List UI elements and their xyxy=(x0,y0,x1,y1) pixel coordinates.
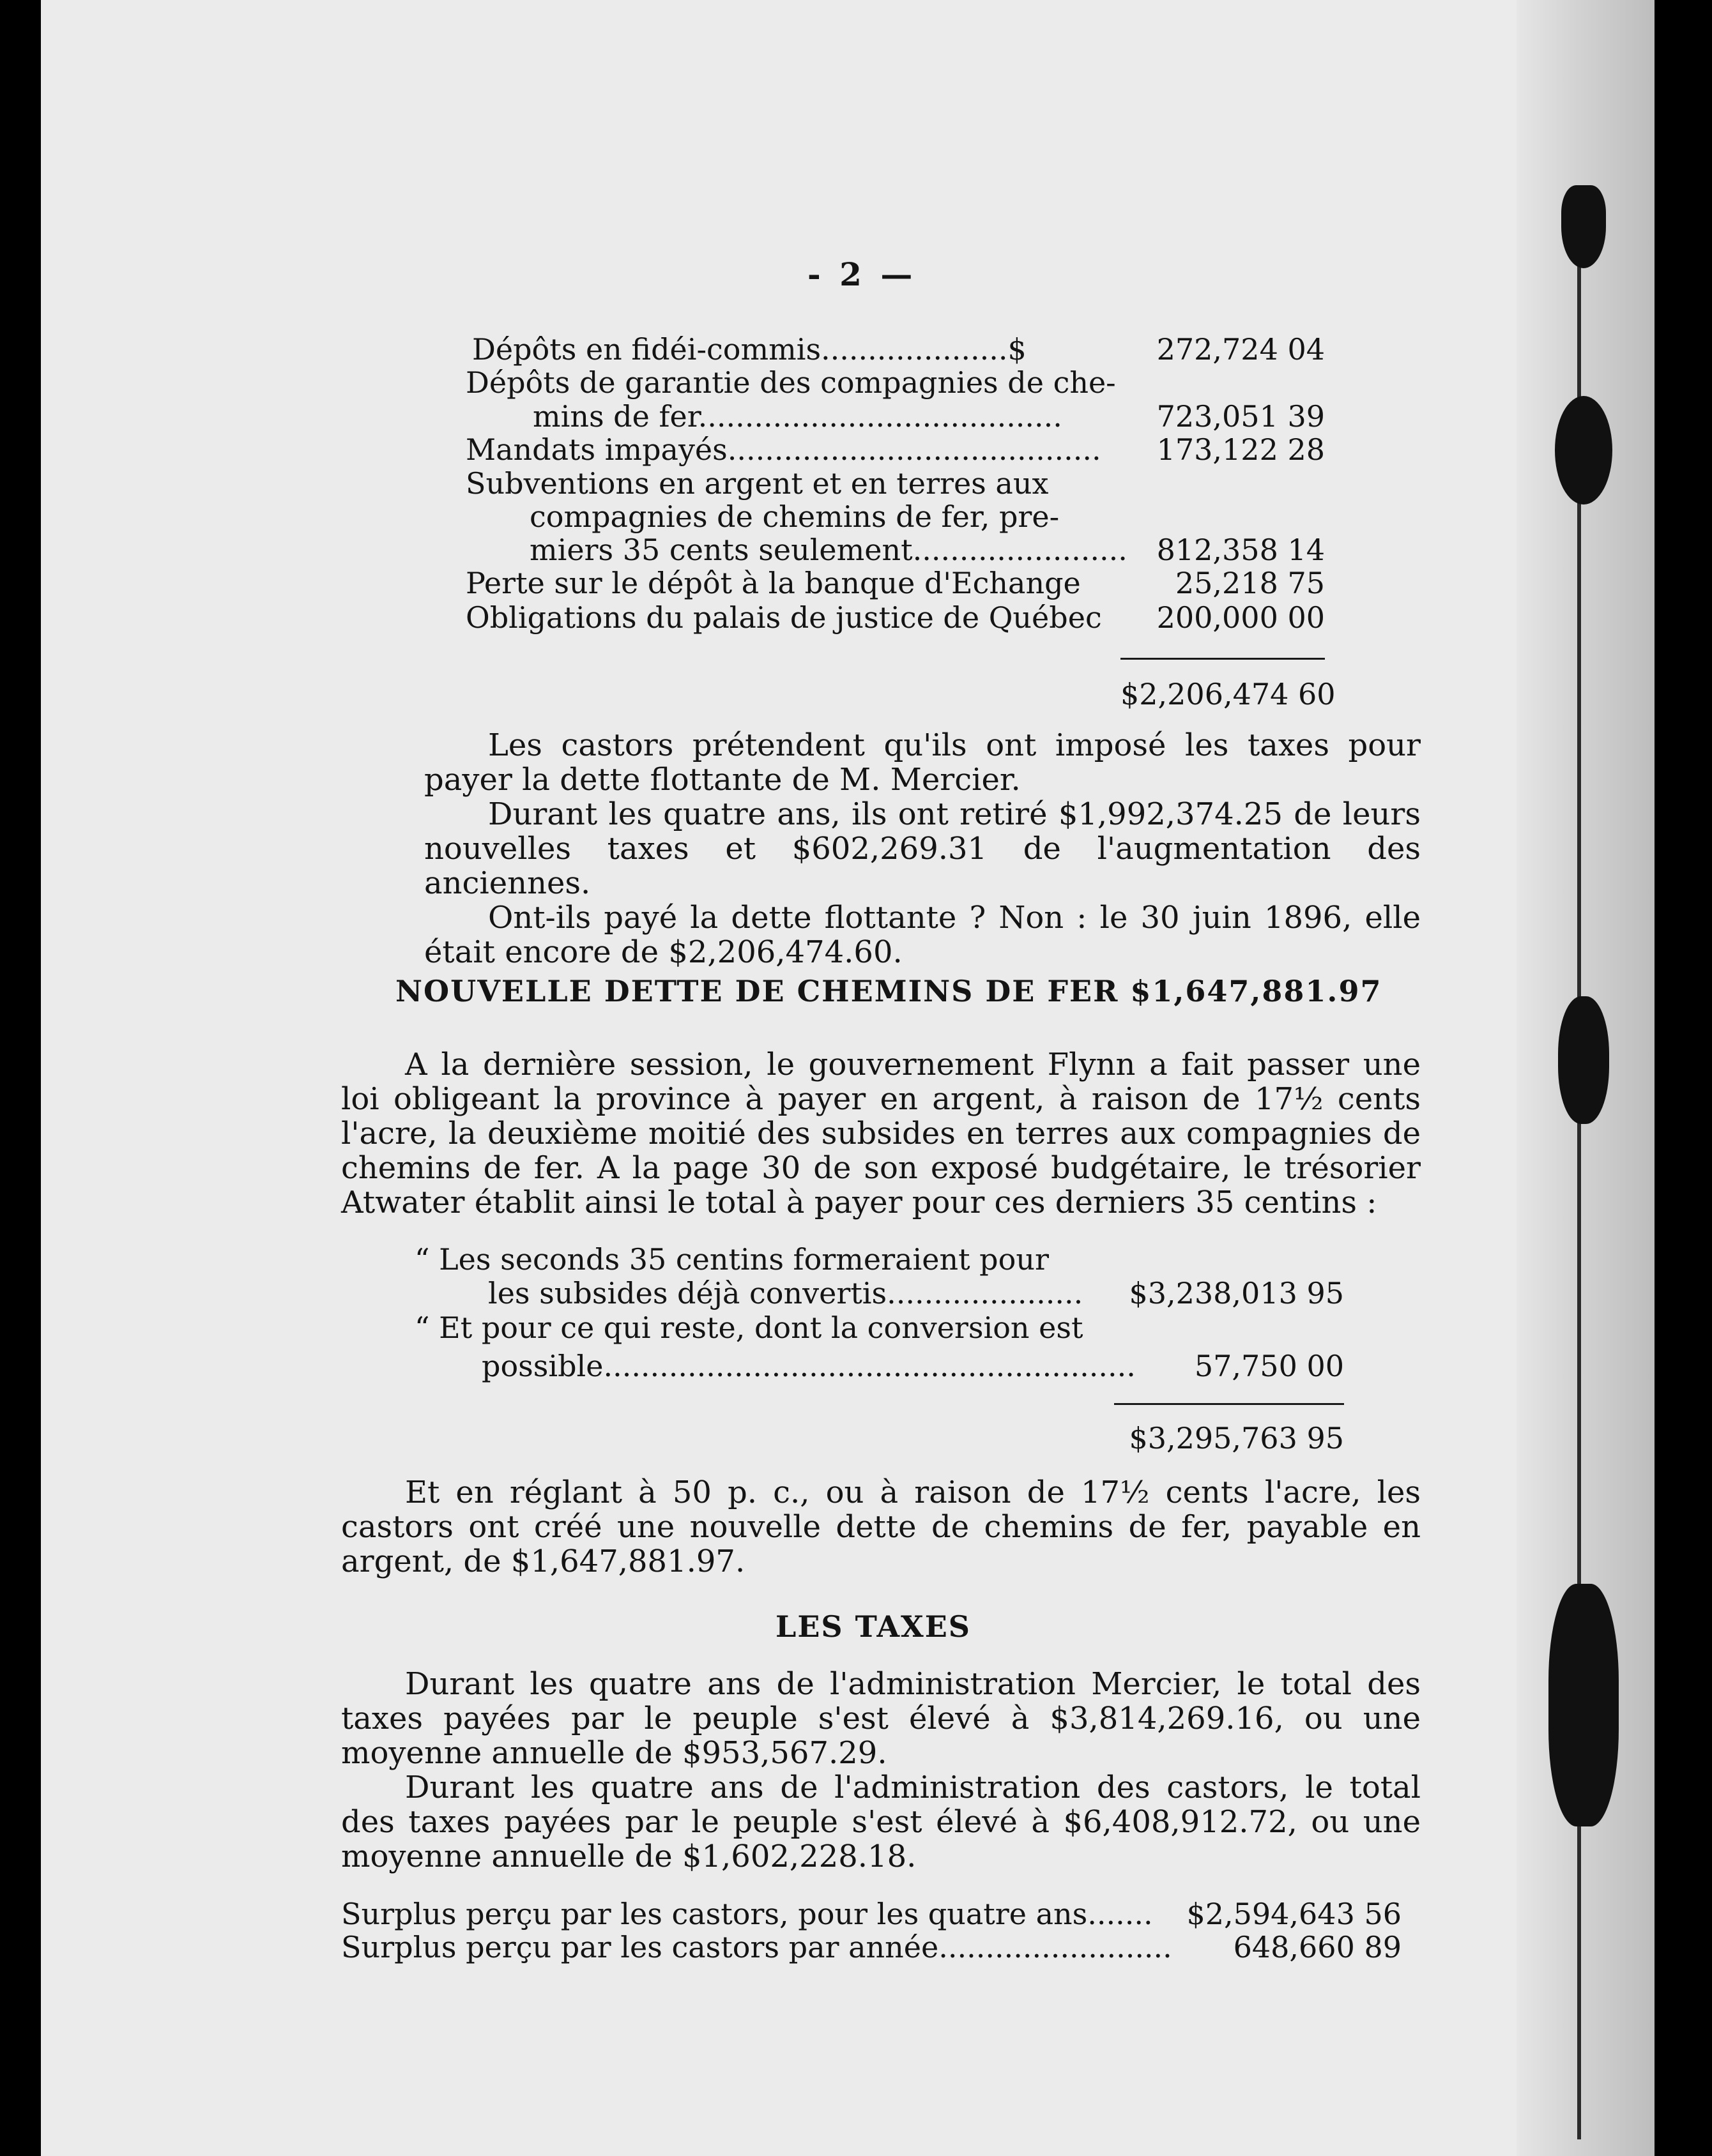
paragraph-flynn-law xyxy=(341,1047,1421,1220)
paragraph-text: A la dernière session, le gouvernement Flynn a fait passer une loi obligeant la province à payer en argent, à raison de 17½ cents l'acre, la deuxième moitié des subsides en terres aux compagnies de chemins de fer. A la page 30 de son exposé budgétaire, le trésorier Atwater établit ainsi le total à payer pour ces derniers 35 centins : xyxy=(341,1047,1421,1220)
table2-row-amount: 57,750 00 xyxy=(1194,1349,1344,1383)
table1-row-amount: 200,000 00 xyxy=(1156,600,1325,635)
table2-row-label: les subsides déjà convertis..................... xyxy=(488,1276,1083,1310)
table1-row-amount: 173,122 28 xyxy=(1156,432,1325,467)
table1-row-amount: 25,218 75 xyxy=(1175,566,1325,600)
heading-railway-debt: NOUVELLE DETTE DE CHEMINS DE FER $1,647,881.97 xyxy=(395,974,1382,1008)
paragraph-tax-totals xyxy=(341,1667,1421,1874)
table1-total: $2,206,474 60 xyxy=(1120,677,1336,711)
heading-taxes: LES TAXES xyxy=(776,1609,972,1644)
document-page xyxy=(41,0,1655,2156)
page-number: - 2 — xyxy=(807,255,917,293)
table2-row-amount: $3,238,013 95 xyxy=(1129,1276,1344,1310)
table3-row-label: Surplus perçu par les castors par année......................... xyxy=(341,1930,1172,1964)
sum-rule xyxy=(1120,658,1325,660)
binding-damage xyxy=(1548,1584,1619,1826)
table1-row-label: Dépôts en fidéi-commis....................$ xyxy=(472,332,1027,367)
table1-row-label: miers 35 cents seulement....................... xyxy=(530,533,1127,567)
paragraph-text: Durant les quatre ans de l'administration des castors, le total des taxes payées par le peuple s'est élevé à $6,408,912.72, ou une moyenne annuelle de $1,602,228.18. xyxy=(341,1770,1421,1874)
paragraph-text: Durant les quatre ans, ils ont retiré $1,992,374.25 de leurs nouvelles taxes et $602,269.31 de l'augmentation des anciennes. xyxy=(424,796,1421,901)
page-content xyxy=(41,0,1517,2156)
paragraph-castors-taxes xyxy=(424,728,1421,969)
paragraph-new-railway-debt xyxy=(341,1475,1421,1579)
table1-row-label: compagnies de chemins de fer, pre- xyxy=(530,499,1060,534)
table1-row-amount: 723,051 39 xyxy=(1156,399,1325,434)
table1-row-label: Obligations du palais de justice de Québec xyxy=(466,600,1102,635)
table1-row-label: Perte sur le dépôt à la banque d'Echange xyxy=(466,566,1081,600)
paragraph-text: Durant les quatre ans de l'administration Mercier, le total des taxes payées par le peuple s'est élevé à $3,814,269.16, ou une moyenne annuelle de $953,567.29. xyxy=(341,1666,1421,1771)
table1-row-label: Mandats impayés........................................ xyxy=(466,432,1101,467)
table1-row-amount: 812,358 14 xyxy=(1156,533,1325,567)
paragraph-text: Ont-ils payé la dette flottante ? Non : le 30 juin 1896, elle était encore de $2,206,474.60. xyxy=(424,900,1421,970)
table2-row-label: “ Les seconds 35 centins formeraient pour xyxy=(415,1242,1049,1277)
table3-row-label: Surplus perçu par les castors, pour les quatre ans....... xyxy=(341,1897,1153,1931)
table1-row-label: Subventions en argent et en terres aux xyxy=(466,466,1049,501)
binding-damage xyxy=(1555,396,1612,505)
table2-row-label: “ Et pour ce qui reste, dont la conversion est xyxy=(415,1310,1083,1345)
table1-row-label: mins de fer....................................... xyxy=(533,399,1062,434)
binding-damage xyxy=(1561,185,1606,268)
paragraph-text: Et en réglant à 50 p. c., ou à raison de 17½ cents l'acre, les castors ont créé une nouvelle dette de chemins de fer, payable en argent, de $1,647,881.97. xyxy=(341,1475,1421,1579)
table3-row-amount: 648,660 89 xyxy=(1233,1930,1402,1964)
table2-total: $3,295,763 95 xyxy=(1129,1421,1344,1455)
binding-damage xyxy=(1558,996,1609,1124)
table2-row-label: possible......................................................... xyxy=(482,1349,1136,1383)
table1-row-amount: 272,724 04 xyxy=(1156,332,1325,367)
table3-row-amount: $2,594,643 56 xyxy=(1186,1897,1402,1931)
paragraph-text: Les castors prétendent qu'ils ont imposé les taxes pour payer la dette flottante de M. Mercier. xyxy=(424,727,1421,798)
table1-row-label: Dépôts de garantie des compagnies de che- xyxy=(466,365,1116,400)
binding-thread xyxy=(1577,224,1581,2139)
sum-rule xyxy=(1114,1403,1344,1405)
